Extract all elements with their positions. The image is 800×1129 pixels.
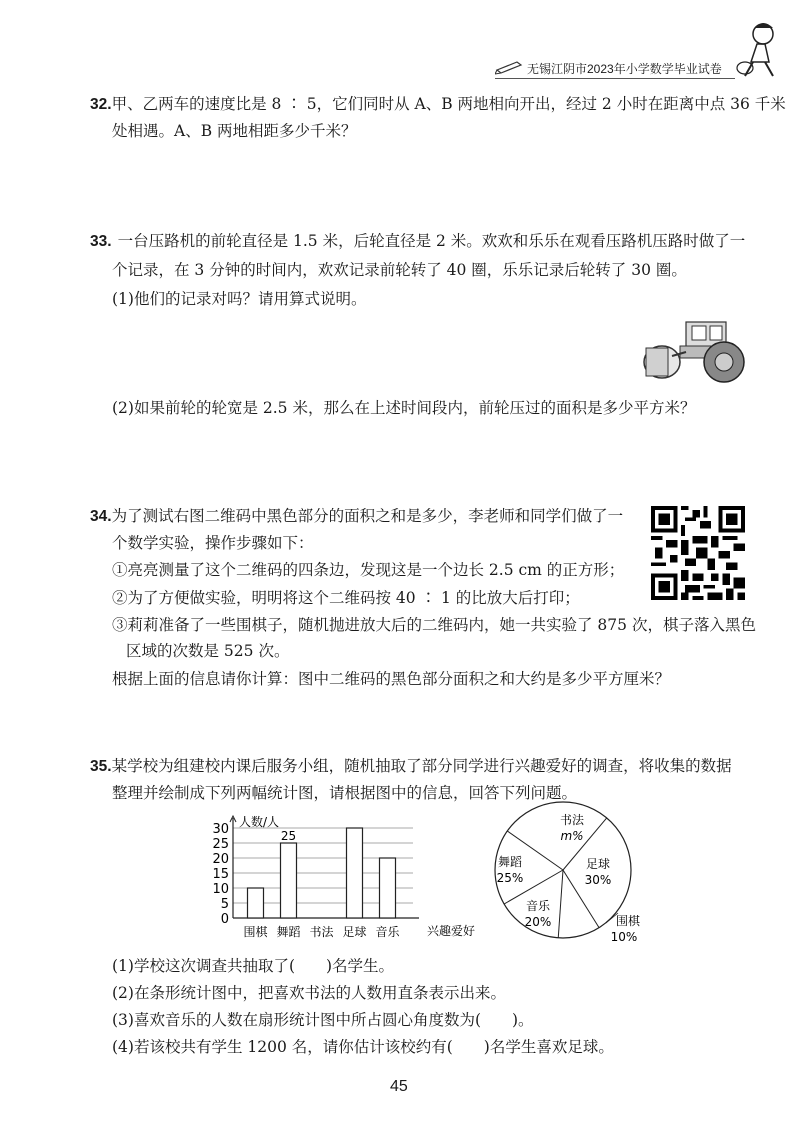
q35-line1: [90, 755, 732, 778]
q34-text-1: 为了测试右图二维码中黑色部分的面积之和是多少，李老师和同学们做了一: [111, 507, 624, 525]
bar-chart: [205, 810, 485, 945]
pie-value-label: 20%: [524, 915, 552, 929]
q35-sub3: (3)喜欢音乐的人数在扇形统计图中所占圆心角度数为( )。: [112, 1011, 534, 1029]
bar-category-label: 舞蹈: [276, 925, 301, 939]
q34-line1: [90, 505, 623, 528]
pie-label: 足球: [585, 857, 611, 871]
bar-3: [347, 828, 363, 918]
bar-1: [281, 843, 297, 918]
exam-title: 无锡江阴市2023年小学数学毕业试卷: [527, 62, 722, 76]
pie-label: 围棋: [615, 914, 641, 928]
pie-value-label: 10%: [610, 930, 638, 944]
q35-line2: 整理并绘制成下列两幅统计图，请根据图中的信息，回答下列问题。: [112, 784, 578, 802]
pie-chart: [478, 800, 678, 950]
q32-text-1: 甲、乙两车的速度比是 8 ∶ 5，它们同时从 A、B 两地相向开出，经过 2 小时在距离中点 36 千米: [111, 95, 786, 113]
q32-line2: 处相遇。A、B 两地相距多少千米？: [112, 122, 357, 140]
q34-line2: 个数学实验，操作步骤如下：: [112, 534, 314, 552]
q34-step1: ①亮亮测量了这个二维码的四条边，发现这是一个边长 2.5 cm 的正方形；: [112, 561, 625, 579]
bar-chart-ytick: 20: [212, 852, 229, 867]
bar-chart-ytick: 15: [212, 867, 229, 882]
pie-label: 书法: [559, 813, 585, 827]
q34-question: 根据上面的信息请你计算：图中二维码的黑色部分面积之和大约是多少平方厘米？: [112, 670, 671, 688]
q33-text-1: 一台压路机的前轮直径是 1.5 米，后轮直径是 2 米。欢欢和乐乐在观看压路机压路时做了一: [117, 232, 746, 250]
bar-category-label: 围棋: [243, 925, 268, 939]
bar-0: [248, 888, 264, 918]
bar-chart-ytick: 30: [212, 822, 229, 837]
pie-label: 音乐: [525, 899, 551, 913]
q33-line2: 个记录，在 3 分钟的时间内，欢欢记录前轮转了 40 圈，乐乐记录后轮转了 30 圈。: [112, 261, 687, 279]
bar-chart-ytick: 25: [212, 837, 229, 852]
pie-label: 舞蹈: [497, 855, 523, 869]
header-rule: [495, 78, 735, 79]
q32-line1: [90, 93, 786, 116]
bar-data-label: 25: [280, 829, 297, 843]
pie-value-label: 30%: [584, 873, 612, 887]
cartoon-boy-icon: [735, 18, 785, 82]
q33-line1: [90, 230, 745, 253]
bar-category-label: 音乐: [375, 925, 400, 939]
q34-step3b: 区域的次数是 525 次。: [126, 642, 290, 660]
q35-sub1: (1)学校这次调查共抽取了( )名学生。: [112, 957, 395, 975]
q33-number: 33.: [90, 233, 112, 250]
pie-value-label: 25%: [496, 871, 524, 885]
q34-step3a: ③莉莉准备了一些围棋子，随机抛进放大后的二维码内，她一共实验了 875 次，棋子落入黑色: [112, 616, 756, 634]
q35-text-1: 某学校为组建校内课后服务小组，随机抽取了部分同学进行兴趣爱好的调查，将收集的数据: [111, 757, 732, 775]
bar-chart-xlabel: 兴趣爱好: [427, 924, 476, 938]
bar-4: [380, 858, 396, 918]
q35-number: 35.: [90, 758, 112, 775]
bar-category-label: 足球: [342, 925, 367, 939]
q34-step2: ②为了方便做实验，明明将这个二维码按 40 ∶ 1 的比放大后打印；: [112, 589, 580, 607]
bar-category-label: 书法: [309, 925, 334, 939]
q34-number: 34.: [90, 508, 112, 525]
page-header: [495, 44, 745, 84]
q32-number: 32.: [90, 96, 112, 113]
qr-code-image: [651, 506, 745, 600]
bar-chart-ytick: 5: [220, 897, 229, 912]
pie-value-label: m%: [560, 829, 584, 843]
q33-part1: (1)他们的记录对吗？请用算式说明。: [112, 290, 367, 308]
page-number: 45: [390, 1078, 408, 1095]
bar-chart-ytick: 0: [220, 912, 229, 927]
q33-part2: (2)如果前轮的轮宽是 2.5 米，那么在上述时间段内，前轮压过的面积是多少平方米？: [112, 399, 696, 417]
road-roller-image: [642, 306, 752, 386]
q35-sub4: (4)若该校共有学生 1200 名，请你估计该校约有( )名学生喜欢足球。: [112, 1038, 614, 1056]
bar-chart-ylabel: 人数/人: [239, 815, 280, 829]
pencil-icon: [495, 56, 525, 76]
q35-sub2: (2)在条形统计图中，把喜欢书法的人数用直条表示出来。: [112, 984, 506, 1002]
bar-chart-ytick: 10: [212, 882, 229, 897]
